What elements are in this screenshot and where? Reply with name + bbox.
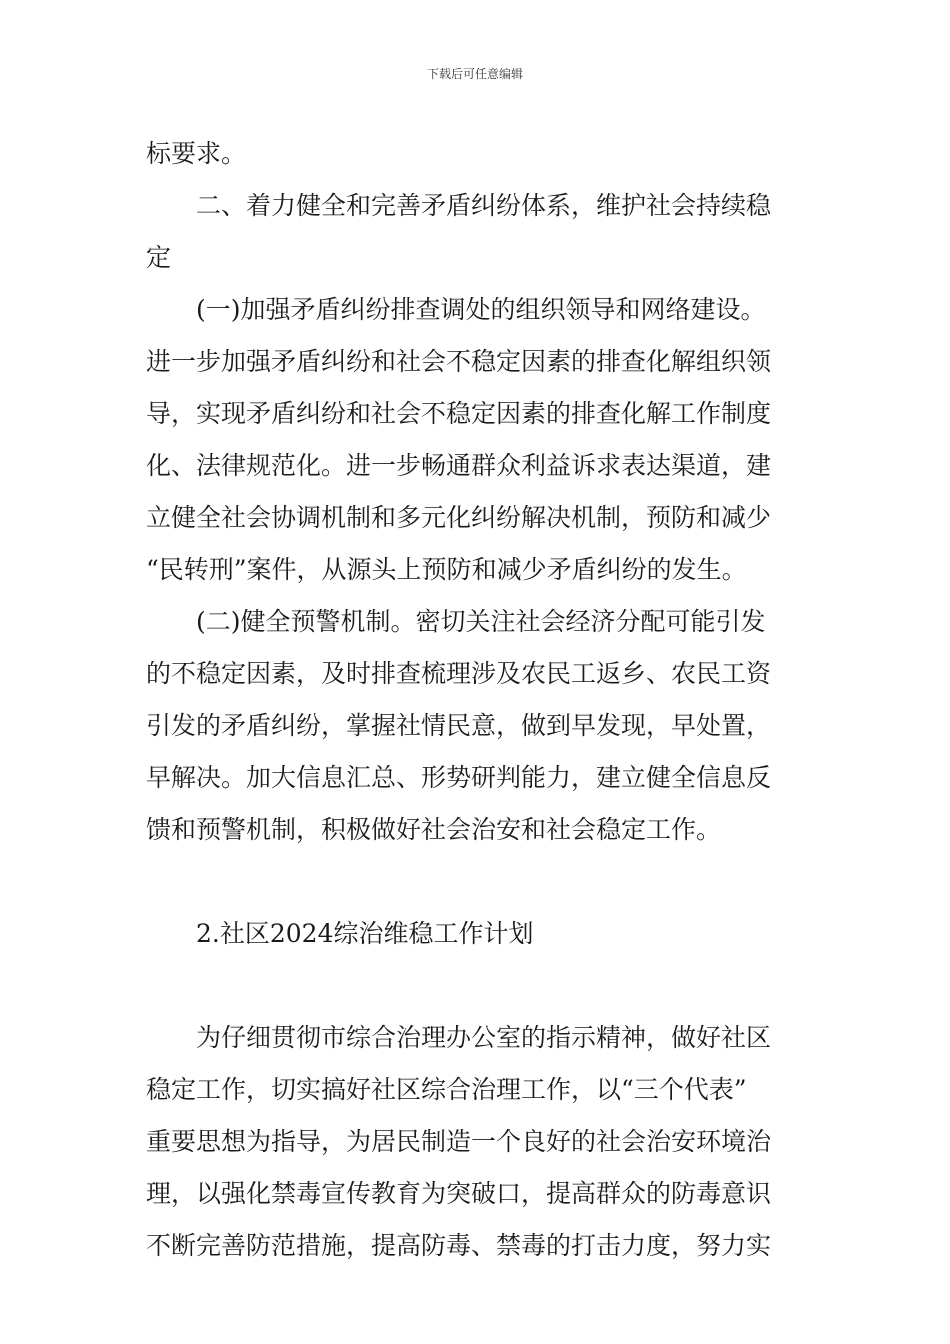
text-line: 馈和预警机制，积极做好社会治安和社会稳定工作。 [146, 815, 722, 844]
paragraph-start: (二)健全预警机制。密切关注社会经济分配可能引发 [196, 607, 766, 636]
text-line: 化、法律规范化。进一步畅通群众利益诉求表达渠道，建 [146, 451, 772, 480]
text-line: 进一步加强矛盾纠纷和社会不稳定因素的排查化解组织领 [146, 347, 772, 376]
paragraph-start: (一)加强矛盾纠纷排查调处的组织领导和网络建设。 [196, 295, 766, 324]
text-line: “民转刑”案件，从源头上预防和减少矛盾纠纷的发生。 [146, 555, 747, 584]
document-body [146, 128, 810, 1272]
text-line: 重要思想为指导，为居民制造一个良好的社会治安环境治 [146, 1127, 772, 1156]
text-line: 定 [146, 243, 172, 272]
text-line: 的不稳定因素，及时排查梳理涉及农民工返乡、农民工资 [146, 659, 772, 688]
blank-line [146, 960, 810, 1012]
text-line: 标要求。 [146, 139, 247, 168]
text-line: 早解决。加大信息汇总、形势研判能力，建立健全信息反 [146, 763, 772, 792]
text-line: 引发的矛盾纠纷，掌握社情民意，做到早发现，早处置， [146, 711, 772, 740]
text-line: 理，以强化禁毒宣传教育为突破口，提高群众的防毒意识 [146, 1179, 772, 1208]
text-line: 导，实现矛盾纠纷和社会不稳定因素的排查化解工作制度 [146, 399, 772, 428]
paragraph-start: 为仔细贯彻市综合治理办公室的指示精神，做好社区 [196, 1023, 772, 1052]
text-line: 稳定工作，切实搞好社区综合治理工作，以“三个代表” [146, 1075, 747, 1104]
page-header-note: 下载后可任意编辑 [426, 67, 523, 81]
text-line: 不断完善防范措施，提高防毒、禁毒的打击力度，努力实 [146, 1231, 772, 1260]
text-line: 立健全社会协调机制和多元化纠纷解决机制，预防和减少 [146, 503, 772, 532]
blank-line [146, 856, 810, 908]
section-title: 2.社区2024综治维稳工作计划 [196, 919, 534, 948]
section-heading: 二、着力健全和完善矛盾纠纷体系，维护社会持续稳 [196, 191, 772, 220]
